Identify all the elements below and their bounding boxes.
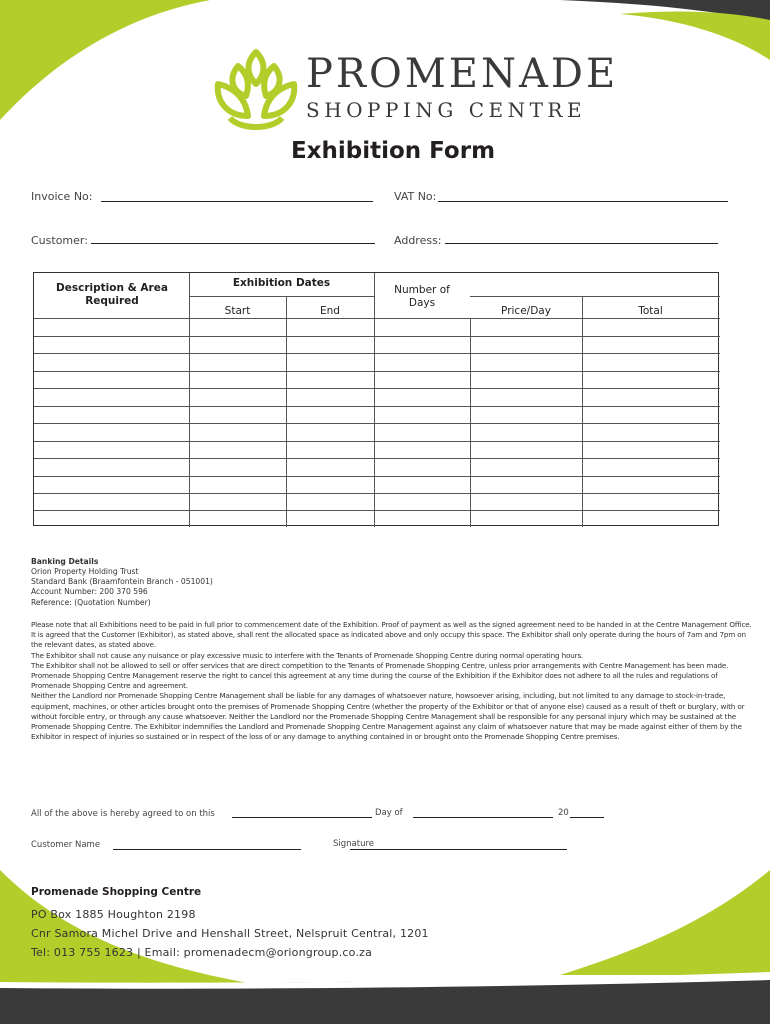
- table-row: [34, 318, 720, 319]
- month-field[interactable]: [413, 817, 553, 818]
- customer-name-field[interactable]: [113, 849, 301, 850]
- col-start: Start: [224, 305, 251, 317]
- table-row: [34, 441, 720, 442]
- col-total: Total: [638, 305, 663, 317]
- vat-field[interactable]: [438, 201, 728, 202]
- invoice-label: Invoice No:: [31, 190, 93, 203]
- vat-label: VAT No:: [394, 190, 437, 203]
- table-row: [34, 371, 720, 372]
- footer-company-name: Promenade Shopping Centre: [31, 886, 202, 898]
- table-row: [34, 336, 720, 337]
- dates-divider: [189, 296, 374, 297]
- table-row: [34, 388, 720, 389]
- col-end: End: [320, 305, 340, 317]
- signature-field[interactable]: [350, 849, 567, 850]
- banking-trust: Orion Property Holding Trust: [31, 567, 139, 576]
- terms-paragraph: Please note that all Exhibitions need to be paid in full prior to commencement date of the Exhibition. Proof of payment as well as the signed agreement need to be handed in at the Centre Management Office.: [31, 620, 752, 629]
- footer-po-box: PO Box 1885 Houghton 2198: [31, 908, 196, 921]
- terms-paragraph: The Exhibitor shall not cause any nuisance or play excessive music to interfere with the Tenants of Promenade Shopping Centre during normal operating hours.: [31, 650, 584, 660]
- col-line: [189, 273, 190, 527]
- invoice-field[interactable]: [101, 201, 373, 202]
- page-title: Exhibition Form: [290, 138, 496, 164]
- table-row: [34, 423, 720, 424]
- price-total-divider: [470, 296, 720, 297]
- lotus-logo-icon: [210, 44, 302, 136]
- year-prefix: 20: [558, 808, 569, 818]
- table-row: [34, 493, 720, 494]
- table-row: [34, 406, 720, 407]
- banking-reference: Reference: (Quotation Number): [31, 598, 151, 607]
- banking-heading: Banking Details: [31, 557, 99, 566]
- col-line: [374, 273, 375, 527]
- agreed-label: All of the above is hereby agreed to on this: [31, 809, 215, 819]
- customer-field[interactable]: [91, 243, 375, 244]
- col-exhibition-dates: Exhibition Dates: [232, 277, 331, 289]
- address-field[interactable]: [445, 243, 718, 244]
- table-row: [34, 458, 720, 459]
- year-field[interactable]: [570, 817, 604, 818]
- customer-name-label: Customer Name: [31, 840, 101, 850]
- brand-subtitle: SHOPPING CENTRE: [306, 98, 587, 122]
- banking-bank: Standard Bank (Braamfontein Branch - 051001): [31, 577, 213, 586]
- table-row: [34, 510, 720, 511]
- exhibition-table: [33, 272, 719, 526]
- customer-label: Customer:: [31, 234, 88, 247]
- address-label: Address:: [394, 234, 442, 247]
- brand-name: PROMENADE: [306, 51, 619, 97]
- col-number-of-days: Number of Days: [394, 284, 450, 309]
- footer-contact: Tel: 013 755 1623 | Email: promenadecm@oriongroup.co.za: [31, 946, 373, 959]
- col-price-day: Price/Day: [501, 305, 551, 317]
- terms-paragraph: Neither the Landlord nor Promenade Shopping Centre Management shall be liable for any damages of whatsoever nature, howsoever arising, including, but not limited to any damage to stock-in-trade, equipment, machines, or other articles brought onto the premises of Promenade Shopping Centre (whether the property of the Exhibitor or that of anyone else) caused as a result of theft or burglary, with or without forcible entry, or through any cause whatsoever. Neither the Landlord nor the Promenade Shopping Centre Management shall be responsible for any personal injury which may be sustained at the Promenade Shopping Centre. The Exhibitor indemnifies the Landlord and Promenade Shopping Centre Management against any claim of whatsoever nature that may be made against either of them by the Exhibitor in respect of injuries so sustained or in respect of the loss of or any damage to anything contained in or brought onto the Promenade Shopping Centre premises.: [31, 691, 745, 742]
- footer-street: Cnr Samora Michel Drive and Henshall Street, Nelspruit Central, 1201: [31, 927, 429, 940]
- table-row: [34, 476, 720, 477]
- banking-account: Account Number: 200 370 596: [31, 587, 148, 596]
- agreed-day-field[interactable]: [232, 817, 372, 818]
- terms-and-conditions: [31, 620, 757, 742]
- terms-paragraph: It is agreed that the Customer (Exhibitor), as stated above, shall rent the allocated space as indicated above and only occupy this space. The Exhibitor shall only operate during the hours of 7am and 7pm on the relevant dates, as stated above.: [31, 630, 746, 650]
- day-of-label: Day of: [375, 808, 403, 818]
- terms-paragraph: The Exhibitor shall not be allowed to sell or offer services that are direct competition to the Tenants of Promenade Shopping Centre, unless prior arrangements with Centre Management has been made.: [31, 660, 729, 670]
- signature-label: Signature: [333, 839, 375, 849]
- table-row: [34, 353, 720, 354]
- terms-paragraph: Promenade Shopping Centre Management reserve the right to cancel this agreement at any time during the course of the Exhibition if the Exhibitor does not adhere to all the rules and regulations of Promenade Shopping Centre and agreement.: [31, 671, 718, 691]
- col-description: Description & Area Required: [56, 282, 168, 307]
